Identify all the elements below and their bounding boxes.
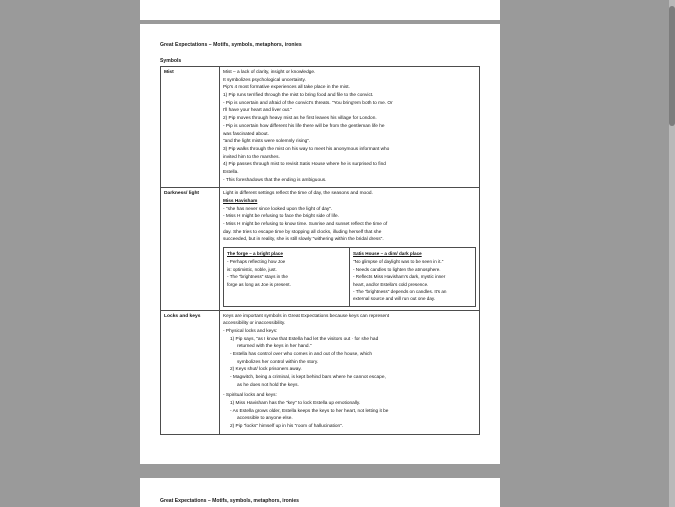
body-line: as he does not hold the keys. <box>237 382 299 388</box>
comparison-line: - The "brightness" stays in the <box>227 274 288 280</box>
row-body-locks-and-keys <box>220 310 480 434</box>
comparison-line: external source and will run out one day. <box>353 296 436 302</box>
comparison-line: heart, and/or Estella's cold presence. <box>353 281 429 287</box>
table-row <box>224 248 476 306</box>
previous-page-partial <box>140 0 500 20</box>
body-line: - This foreshadows that the ending is ambiguous. <box>223 177 327 183</box>
body-line: 1) Miss Havisham has the "key" to lock Estella up emotionally. <box>230 401 361 407</box>
comparison-line: "No glimpse of daylight was to be seen in it." <box>353 259 444 265</box>
body-line: invited him to the marshes. <box>223 154 280 160</box>
body-line: - Miss H might be refusing to know time. Sunrise and sunset reflect the time of <box>223 222 388 228</box>
table-row <box>161 310 480 434</box>
body-line: I'll have your heart and liver out." <box>223 108 292 114</box>
body-line: accessible to anyone else. <box>237 416 293 422</box>
scrollbar-thumb[interactable] <box>669 6 675 126</box>
body-line: day. She tries to escape time by stopping all clocks, illuding herself that she <box>223 229 382 235</box>
scrollbar-track[interactable] <box>669 0 675 507</box>
body-line: 1) Pip says, "as I know that Estella had let the visitors out · for she had <box>230 336 379 342</box>
body-line: 4) Pip passes through mist to revisit Satis House where he is surprised to find <box>223 162 386 168</box>
row-term-locks-and-keys: Locks and keys <box>161 310 220 434</box>
body-line: It symbolizes psychological uncertainty. <box>223 77 306 83</box>
body-line: 1) Pip runs terrified through the mist to bring food and file to the convict. <box>223 93 374 99</box>
page-content <box>140 24 500 464</box>
body-line: - "she has never since looked upon the light of day". <box>223 206 333 212</box>
comparison-line: is: optimistic, noble, just. <box>227 266 277 272</box>
table-row <box>161 188 480 310</box>
body-line: returned with the keys in her hand." <box>237 344 312 350</box>
document-page-1 <box>140 24 500 464</box>
body-line: was fascinated about. <box>223 131 269 137</box>
comparison-heading-satis-house: Satis House – a dim/ dark place <box>353 251 422 257</box>
comparison-cell-forge <box>224 248 350 306</box>
body-line: 3) Pip walks through the mist on his way to meet his anonymous informant who <box>223 146 390 152</box>
body-line: "and the light mists were solemnly rising". <box>223 139 311 145</box>
body-line: Pip's 4 most formative experiences all take place in the mist. <box>223 85 350 91</box>
comparison-line: - Reflects Miss Havisham's dark, mystic inner <box>353 274 446 280</box>
body-subheading-miss-havisham: Miss Havisham <box>223 199 258 204</box>
body-line: 2) Pip moves through heavy mist as he first leaves his village for London. <box>223 116 377 122</box>
row-body-mist <box>220 67 480 188</box>
body-line: 2) Pip "locks" himself up in his "room of hallucination". <box>230 424 344 430</box>
body-line: Light in different settings reflect the time of day, the seasons and mood. <box>223 191 373 197</box>
body-line: Estella. <box>223 169 239 175</box>
body-line: Mist – a lack of clarity, insight or knowledge. <box>223 70 316 75</box>
body-line: - Magwitch, being a criminal, is kept behind bars where he cannot escape, <box>230 375 386 381</box>
body-line: Keys are important symbols in Great Expectations because keys can represent <box>223 313 390 319</box>
row-body-darkness-light <box>220 188 480 310</box>
symbols-table <box>160 66 480 435</box>
comparison-line: - Needs candles to lighten the atmosphere. <box>353 266 441 272</box>
section-heading-symbols: Symbols <box>160 58 182 64</box>
comparison-line: forge as long as Joe is present. <box>227 281 291 287</box>
body-line: - Spiritual locks and keys: <box>223 393 277 399</box>
body-line: - Pip is uncertain how different his life there will be from the gentleman life he <box>223 123 385 129</box>
body-line: - Pip is uncertain and afraid of the convict's threats. "You bring'em both to me. Or <box>223 100 393 106</box>
body-line: symbolizes her control within the story. <box>237 359 319 365</box>
page-title: Great Expectations – Motifs, symbols, metaphors, ironies <box>160 42 302 48</box>
document-page-2 <box>140 478 500 507</box>
symbols-table-body <box>161 67 480 435</box>
body-line: - As Estella grows older, Estella keeps the keys to her heart, not letting it be <box>230 408 389 414</box>
comparison-table-body <box>224 248 476 306</box>
body-line: - Miss H might be refusing to face the bright side of life. <box>223 214 339 220</box>
body-line: 2) Keys shut/ lock prisoners away. <box>230 367 302 373</box>
row-term-darkness-light: Darkness/ light <box>161 188 220 310</box>
comparison-heading-forge: The forge – a bright place <box>227 251 283 257</box>
row-term-mist: Mist <box>161 67 220 188</box>
forge-satis-comparison-table <box>223 247 476 306</box>
table-row <box>161 67 480 188</box>
body-line: - Physical locks and keys: <box>223 328 278 334</box>
page-2-title: Great Expectations – Motifs, symbols, metaphors, ironies <box>160 498 299 504</box>
comparison-line: - Perhaps reflecting how Joe <box>227 259 286 265</box>
body-line: accessibility or inaccessibility. <box>223 321 286 327</box>
comparison-line: - The "brightness" depends on candles. It's an <box>353 288 447 294</box>
body-line: - Estella has control over who comes in and out of the house, which <box>230 351 373 357</box>
body-line: succeeded, but in reality, she is still slowly "withering within the bridal dress". <box>223 237 384 243</box>
comparison-cell-satis-house <box>350 248 476 306</box>
